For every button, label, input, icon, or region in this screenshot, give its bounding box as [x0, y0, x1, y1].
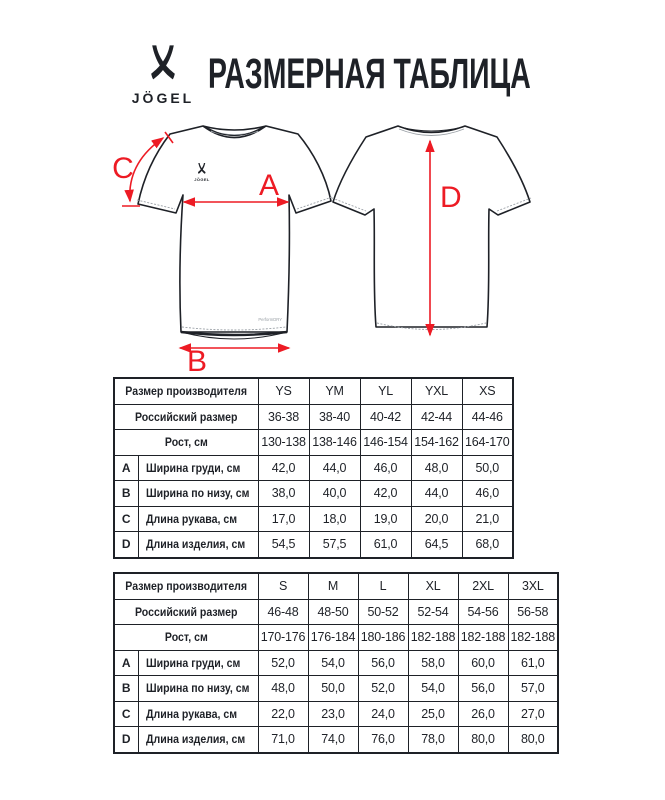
- header-row-value: 44-46: [462, 404, 513, 430]
- measure-row-value: 60,0: [458, 650, 508, 676]
- jogel-v-icon: [145, 45, 181, 87]
- header-row-value: YL: [360, 378, 411, 404]
- measure-row-value: 52,0: [258, 650, 308, 676]
- back-shirt: [332, 126, 531, 330]
- measure-row-value: 56,0: [458, 676, 508, 702]
- header-row-value: 164-170: [462, 430, 513, 456]
- header-row-label: Рост, см: [114, 430, 258, 456]
- header-row-value: 40-42: [360, 404, 411, 430]
- measure-row: [114, 506, 513, 532]
- size-table-header-row: [114, 573, 558, 599]
- header-row-value: YXL: [411, 378, 462, 404]
- measure-row-value: 24,0: [358, 701, 408, 727]
- header-row-value: XL: [408, 573, 458, 599]
- measure-row-key: B: [114, 676, 138, 702]
- measure-row-value: 42,0: [360, 481, 411, 507]
- header-row-value: M: [308, 573, 358, 599]
- size-table-header-row: [114, 404, 513, 430]
- measure-row: [114, 676, 558, 702]
- header-row-value: 130-138: [258, 430, 309, 456]
- measure-row-value: 64,5: [411, 532, 462, 558]
- header-row-label: Размер производителя: [114, 573, 258, 599]
- measure-row-value: 48,0: [411, 455, 462, 481]
- measure-row-label: Ширина груди, см: [138, 455, 258, 481]
- header-row-value: 42-44: [411, 404, 462, 430]
- measure-row-value: 54,0: [308, 650, 358, 676]
- measure-row: [114, 455, 513, 481]
- measure-row-value: 26,0: [458, 701, 508, 727]
- header-row-value: 146-154: [360, 430, 411, 456]
- header-row-label: Рост, см: [114, 625, 258, 651]
- measure-row-key: D: [114, 727, 138, 753]
- size-table-header-row: [114, 430, 513, 456]
- measure-row-label: Ширина груди, см: [138, 650, 258, 676]
- front-chest-logo-text: JÖGEL: [194, 177, 210, 182]
- measure-row: [114, 727, 558, 753]
- measure-row-value: 48,0: [258, 676, 308, 702]
- header-row-value: 180-186: [358, 625, 408, 651]
- size-table-adult: [113, 572, 559, 754]
- header-row-label: Российский размер: [114, 599, 258, 625]
- measure-row-key: A: [114, 455, 138, 481]
- measure-row-key: A: [114, 650, 138, 676]
- measure-label-a: A: [258, 169, 280, 202]
- measure-row-value: 50,0: [462, 455, 513, 481]
- measure-row-value: 80,0: [458, 727, 508, 753]
- measure-row: [114, 650, 558, 676]
- measure-row-key: D: [114, 532, 138, 558]
- measure-row-key: B: [114, 481, 138, 507]
- measure-row-value: 40,0: [309, 481, 360, 507]
- front-shirt: [137, 126, 332, 339]
- header-row-value: 138-146: [309, 430, 360, 456]
- header-row-value: XS: [462, 378, 513, 404]
- measure-row-value: 80,0: [508, 727, 558, 753]
- measure-row-value: 44,0: [411, 481, 462, 507]
- measure-row-value: 58,0: [408, 650, 458, 676]
- header-row-value: L: [358, 573, 408, 599]
- measure-label-b: B: [186, 345, 208, 372]
- measure-row-value: 61,0: [508, 650, 558, 676]
- brand-logo: [128, 45, 198, 106]
- header-row-value: 182-188: [408, 625, 458, 651]
- measure-row-value: 21,0: [462, 506, 513, 532]
- measure-row-value: 50,0: [308, 676, 358, 702]
- measure-row-key: C: [114, 506, 138, 532]
- size-table-header-row: [114, 378, 513, 404]
- size-table-header-row: [114, 625, 558, 651]
- header-row-value: 52-54: [408, 599, 458, 625]
- measure-row-label: Ширина по низу, см: [138, 481, 258, 507]
- measure-row-value: 17,0: [258, 506, 309, 532]
- measure-row-value: 20,0: [411, 506, 462, 532]
- front-shirt-outline: [138, 126, 331, 332]
- measure-row-label: Ширина по низу, см: [138, 676, 258, 702]
- measure-row-value: 46,0: [462, 481, 513, 507]
- header-row-value: 176-184: [308, 625, 358, 651]
- front-collar-top: [203, 126, 266, 130]
- header-row-value: 50-52: [358, 599, 408, 625]
- measure-row-value: 74,0: [308, 727, 358, 753]
- header-row-label: Размер производителя: [114, 378, 258, 404]
- header-row-value: YS: [258, 378, 309, 404]
- measure-row-value: 22,0: [258, 701, 308, 727]
- header-row-value: 2XL: [458, 573, 508, 599]
- measure-label-c: C: [112, 152, 134, 185]
- brand-logo-text: JÖGEL: [131, 90, 195, 106]
- measure-row-value: 18,0: [309, 506, 360, 532]
- measure-row-value: 46,0: [360, 455, 411, 481]
- header-row-value: 182-188: [508, 625, 558, 651]
- measure-row-value: 78,0: [408, 727, 458, 753]
- measure-row-value: 54,0: [408, 676, 458, 702]
- measure-row-label: Длина изделия, см: [138, 532, 258, 558]
- measure-row-key: C: [114, 701, 138, 727]
- measure-row-value: 19,0: [360, 506, 411, 532]
- measure-row-value: 68,0: [462, 532, 513, 558]
- header-row-value: YM: [309, 378, 360, 404]
- tshirt-measure-diagram: [85, 108, 575, 372]
- header-row-value: 48-50: [308, 599, 358, 625]
- measure-row-value: 71,0: [258, 727, 308, 753]
- header-row-value: 38-40: [309, 404, 360, 430]
- size-table-youth: [113, 377, 514, 559]
- measure-row-label: Длина рукава, см: [138, 506, 258, 532]
- header-row-value: 154-162: [411, 430, 462, 456]
- measure-row-value: 23,0: [308, 701, 358, 727]
- measure-row: [114, 532, 513, 558]
- page-title: РАЗМЕРНАЯ ТАБЛИЦА: [208, 50, 531, 98]
- measure-row-value: 76,0: [358, 727, 408, 753]
- measure-row-value: 52,0: [358, 676, 408, 702]
- measure-row: [114, 481, 513, 507]
- header-row-value: 170-176: [258, 625, 308, 651]
- front-hem-text: PerformDRY: [258, 317, 282, 322]
- size-table-header-row: [114, 599, 558, 625]
- header-row-value: 54-56: [458, 599, 508, 625]
- measure-row-value: 54,5: [258, 532, 309, 558]
- measure-row-value: 57,0: [508, 676, 558, 702]
- header-row-value: 3XL: [508, 573, 558, 599]
- header-row-value: 182-188: [458, 625, 508, 651]
- back-shirt-outline: [333, 126, 530, 327]
- measure-row-value: 25,0: [408, 701, 458, 727]
- measure-row-value: 57,5: [309, 532, 360, 558]
- measure-row-value: 44,0: [309, 455, 360, 481]
- measure-row-label: Длина изделия, см: [138, 727, 258, 753]
- measure-row-value: 61,0: [360, 532, 411, 558]
- measure-label-d: D: [440, 181, 462, 214]
- measure-row-value: 27,0: [508, 701, 558, 727]
- header-row-value: 46-48: [258, 599, 308, 625]
- measure-row-value: 56,0: [358, 650, 408, 676]
- measure-row-label: Длина рукава, см: [138, 701, 258, 727]
- measure-row-value: 38,0: [258, 481, 309, 507]
- header-row-value: 56-58: [508, 599, 558, 625]
- header-row-value: 36-38: [258, 404, 309, 430]
- header-row-value: S: [258, 573, 308, 599]
- measure-row: [114, 701, 558, 727]
- measure-row-value: 42,0: [258, 455, 309, 481]
- header-row-label: Российский размер: [114, 404, 258, 430]
